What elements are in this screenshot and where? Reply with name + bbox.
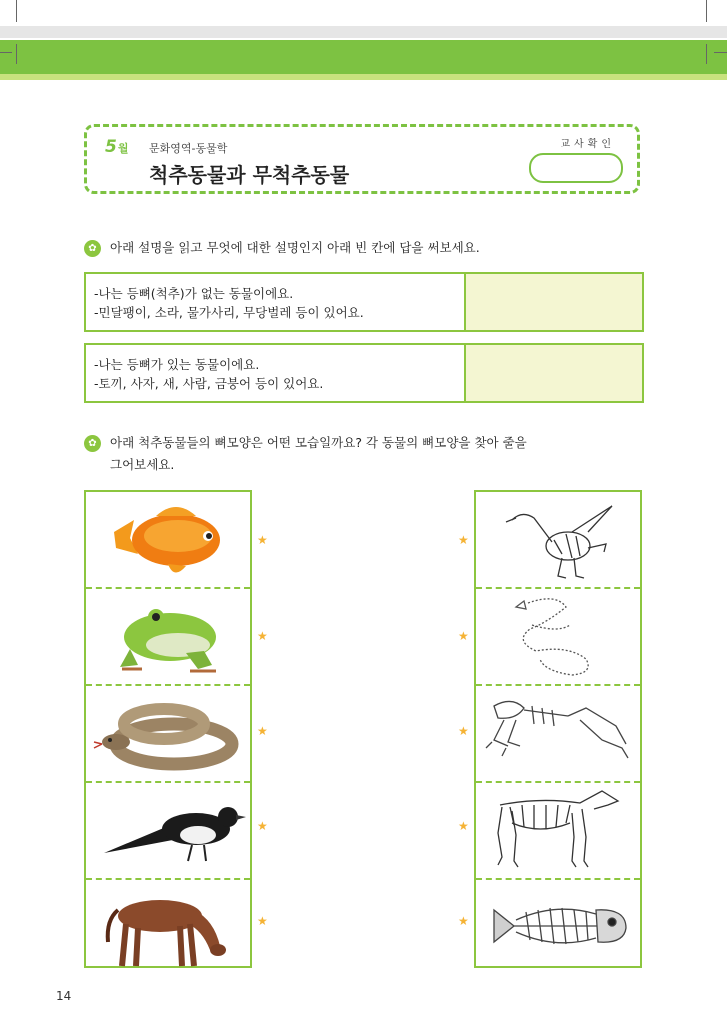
- match-star-left-3[interactable]: ★: [257, 724, 268, 738]
- match-star-left-2[interactable]: ★: [257, 629, 268, 643]
- animal-cell-horse[interactable]: [86, 880, 250, 975]
- header-lime-band: [0, 74, 727, 80]
- animal-cell-goldfish[interactable]: [86, 492, 250, 589]
- animal-cell-snake[interactable]: [86, 686, 250, 783]
- description-line: -나는 등뼈가 있는 동물이에요.: [94, 357, 260, 372]
- description-line: -민달팽이, 소라, 물가사리, 무당벌레 등이 있어요.: [94, 305, 364, 320]
- fish-skeleton-image: [476, 880, 640, 975]
- question2-instruction: [110, 432, 527, 476]
- animal-cell-magpie[interactable]: [86, 783, 250, 880]
- page-number: 14: [56, 989, 72, 1003]
- skeleton-cell-fish[interactable]: [476, 880, 640, 975]
- description-lines: [94, 284, 364, 322]
- sprout-icon: ✿: [84, 240, 101, 257]
- horse-skeleton-image: [476, 783, 640, 878]
- snake-skeleton-image: [476, 589, 640, 684]
- sprout-icon: ✿: [84, 435, 101, 452]
- description-line: -나는 등뼈(척추)가 없는 동물이에요.: [94, 286, 294, 301]
- teacher-check-box[interactable]: [529, 153, 623, 183]
- page-title: 척추동물과 무척추동물: [149, 163, 350, 187]
- match-star-left-4[interactable]: ★: [257, 819, 268, 833]
- match-star-right-5[interactable]: ★: [458, 914, 469, 928]
- match-star-right-3[interactable]: ★: [458, 724, 469, 738]
- crop-mark-left-v: [16, 0, 17, 22]
- answer-field-1[interactable]: [464, 274, 642, 330]
- bird-skeleton-image: [476, 492, 640, 587]
- header-gray-band: [0, 26, 727, 38]
- skeleton-cell-horse[interactable]: [476, 783, 640, 880]
- description-box-1: [84, 272, 644, 332]
- answer-field-2[interactable]: [464, 345, 642, 401]
- question2-line2: 그어보세요.: [110, 457, 175, 472]
- skeleton-column: [474, 490, 642, 968]
- match-star-left-1[interactable]: ★: [257, 533, 268, 547]
- match-star-right-2[interactable]: ★: [458, 629, 469, 643]
- crop-mark-right-v: [706, 0, 707, 22]
- description-lines: [94, 355, 323, 393]
- crop-mark-right-v2: [706, 44, 707, 64]
- month-badge: [105, 137, 127, 157]
- horse-image: [86, 880, 250, 975]
- goldfish-image: [86, 492, 250, 587]
- match-star-right-1[interactable]: ★: [458, 533, 469, 547]
- magpie-image: [86, 783, 250, 878]
- question2-line1: 아래 척추동물들의 뼈모양은 어떤 모습일까요? 각 동물의 뼈모양을 찾아 줄을: [110, 435, 527, 450]
- snake-image: [86, 686, 250, 781]
- match-star-left-5[interactable]: ★: [257, 914, 268, 928]
- animal-column: [84, 490, 252, 968]
- description-line: -토끼, 사자, 새, 사람, 금붕어 등이 있어요.: [94, 376, 324, 391]
- month-number: 5: [105, 137, 116, 157]
- crop-mark-left-v2: [16, 44, 17, 64]
- skeleton-cell-frog[interactable]: [476, 686, 640, 783]
- match-star-right-4[interactable]: ★: [458, 819, 469, 833]
- skeleton-cell-snake[interactable]: [476, 589, 640, 686]
- teacher-check-label: 교사확인: [560, 139, 615, 150]
- skeleton-cell-bird[interactable]: [476, 492, 640, 589]
- crop-mark-right-h: [714, 52, 727, 53]
- frog-skeleton-image: [476, 686, 640, 781]
- question1-instruction: 아래 설명을 읽고 무엇에 대한 설명인지 아래 빈 칸에 답을 써보세요.: [110, 240, 480, 255]
- frog-image: [86, 589, 250, 684]
- description-box-2: [84, 343, 644, 403]
- header-green-band: [0, 40, 727, 74]
- crop-mark-left-h: [0, 52, 12, 53]
- animal-cell-frog[interactable]: [86, 589, 250, 686]
- month-unit: 월: [117, 142, 128, 155]
- title-box: [84, 124, 640, 194]
- subject-label: 문화영역-동물학: [149, 142, 228, 155]
